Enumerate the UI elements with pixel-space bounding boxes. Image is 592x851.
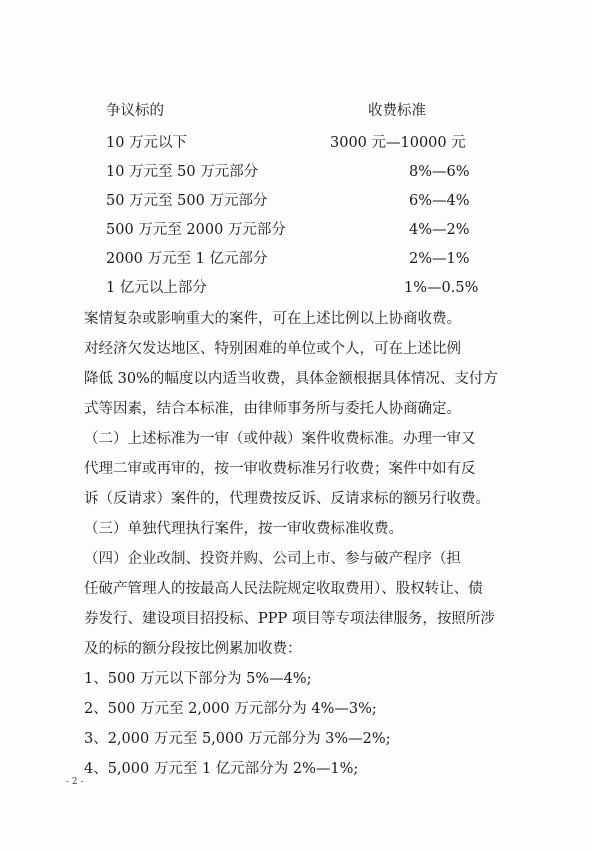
fee-table-row xyxy=(0,157,592,187)
paragraph-line: 任破产管理人的按最高人民法院规定收取费用）、股权转让、债 xyxy=(84,581,483,597)
fee-table-header xyxy=(0,96,592,126)
row-label: 1 亿元以上部分 xyxy=(106,280,207,296)
paragraph-line: 代理二审或再审的，按一审收费标准另行收费；案件中如有反 xyxy=(84,461,476,477)
fee-table-row xyxy=(0,273,592,303)
fee-table-row xyxy=(0,244,592,274)
row-value: 3000 元—10000 元 xyxy=(330,135,466,151)
row-value: 2%—1% xyxy=(409,251,470,267)
header-label: 争议标的 xyxy=(106,103,164,119)
paragraph-line: 案情复杂或影响重大的案件，可在上述比例以上协商收费。 xyxy=(84,311,461,327)
row-value: 4%—2% xyxy=(409,222,470,238)
row-label: 2000 万元至 1 亿元部分 xyxy=(106,251,268,267)
list-item: 3、2,000 万元至 5,000 万元部分为 3%—2%; xyxy=(84,731,391,747)
list-item: 2、500 万元至 2,000 万元部分为 4%—3%; xyxy=(84,701,377,717)
row-label: 50 万元至 500 万元部分 xyxy=(106,193,268,209)
list-item: 4、5,000 万元至 1 亿元部分为 2%—1%; xyxy=(84,761,359,777)
paragraph-line: 及的标的额分段按比例累加收费： xyxy=(84,641,302,657)
list-item: 1、500 万元以下部分为 5%—4%; xyxy=(84,671,312,687)
paragraph-line: 诉（反请求）案件的，代理费按反诉、反请求标的额另行收费。 xyxy=(84,491,490,507)
row-label: 10 万元至 50 万元部分 xyxy=(106,164,259,180)
row-value: 8%—6% xyxy=(409,164,470,180)
paragraph-line: （三）单独代理执行案件，按一审收费标准收费。 xyxy=(84,521,403,537)
paragraph-line: （二）上述标准为一审（或仲裁）案件收费标准。办理一审又 xyxy=(84,431,476,447)
paragraph-line: 券发行、建设项目招投标、PPP 项目等专项法律服务，按照所涉 xyxy=(84,611,495,627)
header-value: 收费标准 xyxy=(368,103,426,119)
fee-table-row xyxy=(0,128,592,158)
page-number: - 2 - xyxy=(66,777,84,787)
row-label: 10 万元以下 xyxy=(106,135,188,151)
row-value: 1%—0.5% xyxy=(404,280,479,296)
paragraph-line: 式等因素，结合本标准，由律师事务所与委托人协商确定。 xyxy=(84,401,461,417)
fee-table-row xyxy=(0,215,592,245)
paragraph-line: 对经济欠发达地区、特别困难的单位或个人，可在上述比例 xyxy=(84,341,461,357)
row-value: 6%—4% xyxy=(409,193,470,209)
paragraph-line: 降低 30%的幅度以内适当收费，具体金额根据具体情况、支付方 xyxy=(84,371,498,387)
row-label: 500 万元至 2000 万元部分 xyxy=(106,222,286,238)
fee-table-row xyxy=(0,186,592,216)
paragraph-line: （四）企业改制、投资并购、公司上市、参与破产程序（担 xyxy=(84,551,461,567)
